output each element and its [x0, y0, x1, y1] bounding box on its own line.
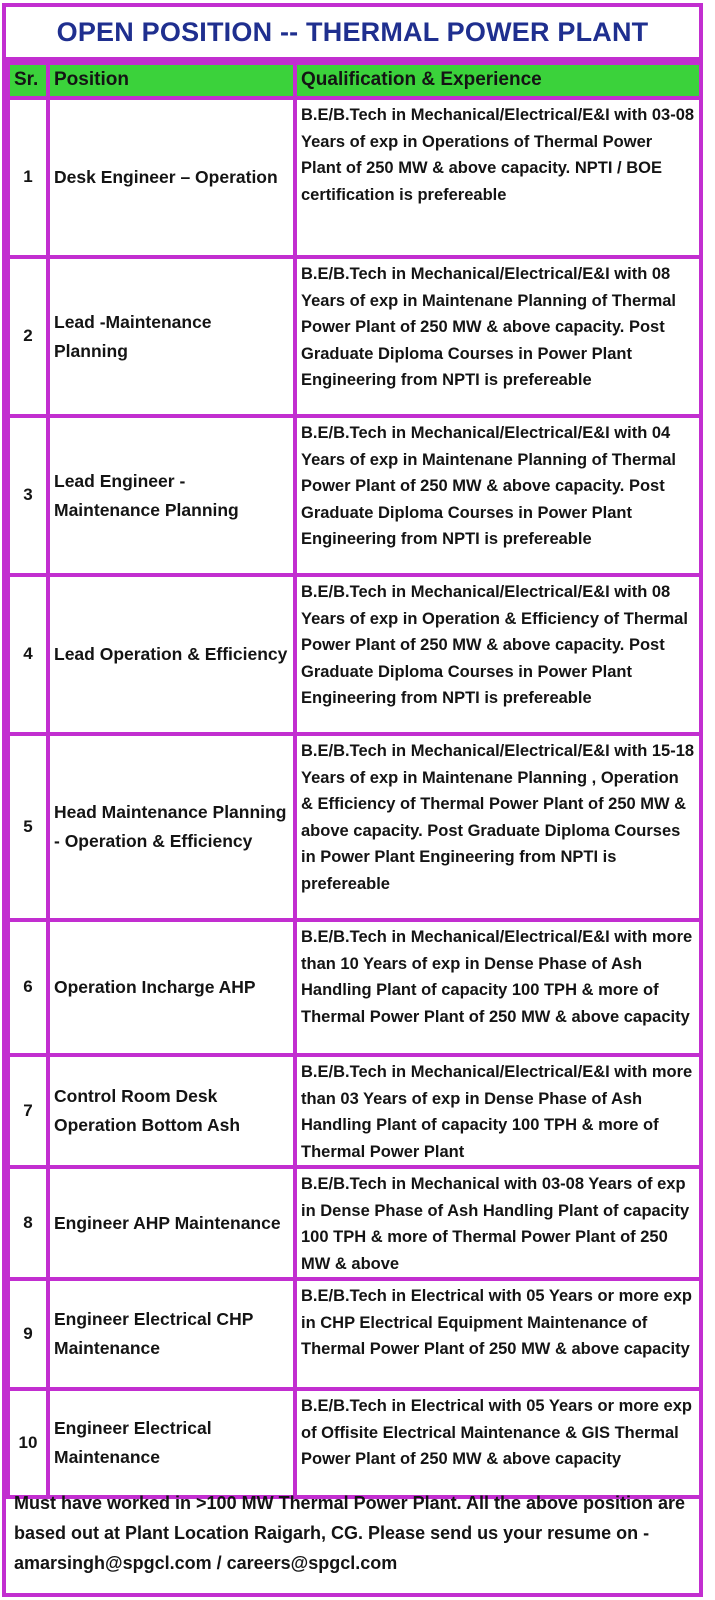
header-position: Position	[48, 63, 295, 98]
row-qualification: B.E/B.Tech in Mechanical/Electrical/E&I with 04 Years of exp in Maintenane Planning of Thermal Power Plant of 250 MW & above capacity. Post Graduate Diploma Courses in Power Plant Engineering from NPTI is prefereable	[295, 416, 701, 575]
row-sr: 1	[8, 98, 48, 257]
table-row	[8, 98, 701, 257]
row-position: Control Room Desk Operation Bottom Ash	[48, 1055, 295, 1167]
header-qualification: Qualification & Experience	[295, 63, 701, 98]
table-row	[8, 1167, 701, 1279]
table-row	[8, 257, 701, 416]
row-position: Engineer AHP Maintenance	[48, 1167, 295, 1279]
row-sr: 2	[8, 257, 48, 416]
row-position: Head Maintenance Planning - Operation & Efficiency	[48, 734, 295, 920]
row-sr: 5	[8, 734, 48, 920]
row-sr: 10	[8, 1389, 48, 1497]
row-sr: 6	[8, 920, 48, 1055]
table-row	[8, 1279, 701, 1389]
footer-note: Must have worked in >100 MW Thermal Power Plant. All the above position are based out at Plant Location Raigarh, CG. Please send us your resume on - amarsingh@spgcl.com / careers@spgcl.com	[14, 1493, 685, 1573]
table-row	[8, 416, 701, 575]
row-position: Lead -Maintenance Planning	[48, 257, 295, 416]
row-sr: 8	[8, 1167, 48, 1279]
row-qualification: B.E/B.Tech in Mechanical/Electrical/E&I with more than 03 Years of exp in Dense Phase of Ash Handling Plant of capacity 100 TPH & more of Thermal Power Plant	[295, 1055, 701, 1167]
row-position: Lead Engineer - Maintenance Planning	[48, 416, 295, 575]
table-row	[8, 1389, 701, 1497]
row-qualification: B.E/B.Tech in Mechanical/Electrical/E&I with 15-18 Years of exp in Maintenane Planning , Operation & Efficiency of Thermal Power Plant of 250 MW & above capacity. Post Graduate Diploma Courses in Power Plant Engineering from NPTI is prefereable	[295, 734, 701, 920]
row-qualification: B.E/B.Tech in Electrical with 05 Years or more exp of Offisite Electrical Maintenance & GIS Thermal Power Plant of 250 MW & above capacity	[295, 1389, 701, 1497]
table-header-row	[8, 63, 701, 98]
row-qualification: B.E/B.Tech in Electrical with 05 Years or more exp in CHP Electrical Equipment Maintenance of Thermal Power Plant of 250 MW & above capacity	[295, 1279, 701, 1389]
positions-table	[6, 61, 703, 1499]
job-poster	[2, 3, 703, 1597]
row-sr: 9	[8, 1279, 48, 1389]
row-position: Desk Engineer – Operation	[48, 98, 295, 257]
row-sr: 7	[8, 1055, 48, 1167]
table-row	[8, 920, 701, 1055]
row-qualification: B.E/B.Tech in Mechanical/Electrical/E&I with 08 Years of exp in Maintenane Planning of Thermal Power Plant of 250 MW & above capacity. Post Graduate Diploma Courses in Power Plant Engineering from NPTI is prefereable	[295, 257, 701, 416]
row-position: Engineer Electrical Maintenance	[48, 1389, 295, 1497]
row-position: Operation Incharge AHP	[48, 920, 295, 1055]
row-sr: 3	[8, 416, 48, 575]
row-qualification: B.E/B.Tech in Mechanical with 03-08 Years of exp in Dense Phase of Ash Handling Plant of capacity 100 TPH & more of Thermal Power Plant of 250 MW & above	[295, 1167, 701, 1279]
poster-title: OPEN POSITION -- THERMAL POWER PLANT	[6, 7, 699, 61]
table-row	[8, 734, 701, 920]
row-qualification: B.E/B.Tech in Mechanical/Electrical/E&I with more than 10 Years of exp in Dense Phase of Ash Handling Plant of capacity 100 TPH & more of Thermal Power Plant of 250 MW & above capacity	[295, 920, 701, 1055]
table-row	[8, 575, 701, 734]
row-qualification: B.E/B.Tech in Mechanical/Electrical/E&I with 08 Years of exp in Operation & Efficiency of Thermal Power Plant of 250 MW & above capacity. Post Graduate Diploma Courses in Power Plant Engineering from NPTI is prefereable	[295, 575, 701, 734]
row-position: Lead Operation & Efficiency	[48, 575, 295, 734]
table-row	[8, 1055, 701, 1167]
row-position: Engineer Electrical CHP Maintenance	[48, 1279, 295, 1389]
row-sr: 4	[8, 575, 48, 734]
row-qualification: B.E/B.Tech in Mechanical/Electrical/E&I with 03-08 Years of exp in Operations of Thermal Power Plant of 250 MW & above capacity. NPTI / BOE certification is prefereable	[295, 98, 701, 257]
header-sr: Sr.	[8, 63, 48, 98]
